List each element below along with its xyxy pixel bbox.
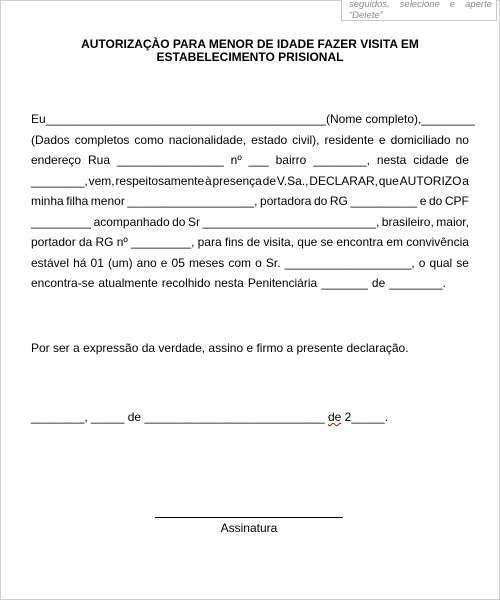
body-word: Eu <box>31 112 46 126</box>
body-word: completos <box>74 132 130 147</box>
body-word: estado <box>251 132 288 147</box>
body-word: com <box>228 255 252 270</box>
body-word: e <box>378 132 386 147</box>
body-word: __________ <box>350 194 418 208</box>
title-line-1: AUTORIZAÇÀO PARA MENOR DE IDADE FAZER VISITA EM <box>81 37 419 51</box>
body-paragraph <box>31 109 475 294</box>
date-line <box>31 410 388 424</box>
tooltip-word: selecione <box>399 0 440 10</box>
body-word: de <box>455 153 469 167</box>
body-word: _________ <box>31 214 92 229</box>
date-line-start: ________, _____ de ___________________________ <box>31 410 328 424</box>
body-word: para <box>197 235 222 249</box>
body-word: e <box>419 194 427 208</box>
body-word: como <box>134 132 164 147</box>
body-word: nesta <box>214 276 244 290</box>
body-word: Penitenciária <box>247 276 318 290</box>
body-word: _________________________ <box>45 112 213 126</box>
body-word: cidade <box>413 153 449 167</box>
body-word: civil), <box>292 132 320 147</box>
body-word: de <box>262 173 277 188</box>
body-word: qual <box>429 255 453 270</box>
body-word: nº <box>230 153 242 167</box>
body-word: recolhido <box>161 276 211 290</box>
body-word: ano <box>136 255 157 270</box>
body-word: convivência <box>406 235 469 249</box>
body-line <box>31 273 469 294</box>
body-word: minha <box>31 194 64 208</box>
body-word: ________________ <box>116 153 224 167</box>
title-line-2: ESTABELECIMENTO PRISIONAL <box>156 50 344 64</box>
body-word: presença <box>212 173 262 188</box>
body-word: portador <box>31 235 76 249</box>
body-word: o <box>418 255 426 270</box>
body-word: AUTORIZO <box>399 173 462 188</box>
body-word: da <box>78 235 93 249</box>
body-word: visita, <box>263 235 295 249</box>
tooltip-line2: “Delete” <box>349 10 383 21</box>
date-line-end: 2_____. <box>341 410 389 424</box>
body-word: ___ <box>248 153 269 167</box>
tooltip-line1 <box>349 0 492 10</box>
body-word: brasileiro, <box>381 214 434 229</box>
body-word: vem, <box>88 173 115 188</box>
body-word: DECLARAR, <box>309 173 378 188</box>
body-word: nesta <box>376 153 407 167</box>
body-word: residente <box>324 132 374 147</box>
body-word: menor <box>90 194 125 208</box>
body-word: ________. <box>389 276 446 290</box>
body-word: que <box>378 173 399 188</box>
body-line <box>31 232 469 253</box>
body-word: RG <box>95 235 114 249</box>
body-word: bairro <box>275 153 307 167</box>
body-line <box>31 171 469 192</box>
body-word: do <box>313 194 328 208</box>
body-word: se <box>320 235 334 249</box>
body-line <box>31 212 469 233</box>
body-line <box>31 191 469 212</box>
body-word: (Nome completo), <box>326 112 422 126</box>
body-word: _________________ <box>212 112 327 126</box>
body-word: de <box>246 235 261 249</box>
body-word: _______ <box>321 276 368 290</box>
body-line <box>31 109 475 130</box>
body-word: portadora <box>260 194 312 208</box>
body-word: Rua <box>87 153 110 167</box>
document-title <box>31 38 469 64</box>
body-word: o <box>255 255 262 270</box>
body-word: ___________________, <box>284 255 415 270</box>
body-word: Sr. <box>265 255 281 270</box>
body-word: que <box>297 235 318 249</box>
body-word: 01 <box>90 255 104 270</box>
date-line-de: de <box>327 410 342 424</box>
body-word: a <box>462 173 469 188</box>
body-word: se <box>456 255 469 270</box>
body-word: (Dados <box>31 132 70 147</box>
body-word: RG <box>329 194 348 208</box>
body-word: ________, <box>31 173 88 188</box>
body-word: maior, <box>436 214 469 229</box>
signature-label: Assinatura <box>220 521 278 535</box>
body-word: no <box>455 132 469 147</box>
body-word: em <box>386 235 404 249</box>
body-word: Sr <box>187 214 200 229</box>
body-word: respeitosamente <box>115 173 205 188</box>
body-word: endereço <box>31 153 82 167</box>
body-word: meses <box>188 255 225 270</box>
body-word: atualmente <box>98 276 158 290</box>
body-word: acompanhado <box>93 214 170 229</box>
body-word: ________ <box>421 112 475 126</box>
body-word: nº <box>116 235 128 249</box>
body-line <box>31 130 469 151</box>
body-word: fins <box>224 235 244 249</box>
body-line <box>31 253 469 274</box>
body-word: 05 <box>171 255 185 270</box>
signature-line <box>155 517 343 518</box>
body-word: CPF <box>444 194 469 208</box>
body-word: filha <box>66 194 89 208</box>
body-word: do <box>172 214 186 229</box>
body-word: ________, <box>313 153 370 167</box>
tooltip-word: seguidos, <box>349 0 390 10</box>
closing-statement: Por ser a expressão da verdade, assino e firmo a presente declaração. <box>31 341 409 355</box>
tooltip-word: aperte <box>465 0 492 10</box>
body-word: ___________________, <box>127 194 258 208</box>
tooltip-word: e <box>449 0 456 10</box>
body-word: nacionalidade, <box>168 132 247 147</box>
body-word: (um) <box>107 255 133 270</box>
body-word: à <box>204 173 212 188</box>
tooltip-note <box>341 0 497 21</box>
body-word: domiciliado <box>390 132 451 147</box>
body-word: estável <box>31 255 70 270</box>
body-word: e <box>160 255 168 270</box>
body-word: encontra-se <box>31 276 95 290</box>
body-word: __________________________, <box>202 214 380 229</box>
body-word: V.Sa., <box>276 173 309 188</box>
body-word: há <box>73 255 87 270</box>
body-word: encontra <box>336 235 384 249</box>
body-word: de <box>371 276 386 290</box>
body-line <box>31 150 469 171</box>
body-word: _________, <box>131 235 195 249</box>
body-word: do <box>428 194 443 208</box>
